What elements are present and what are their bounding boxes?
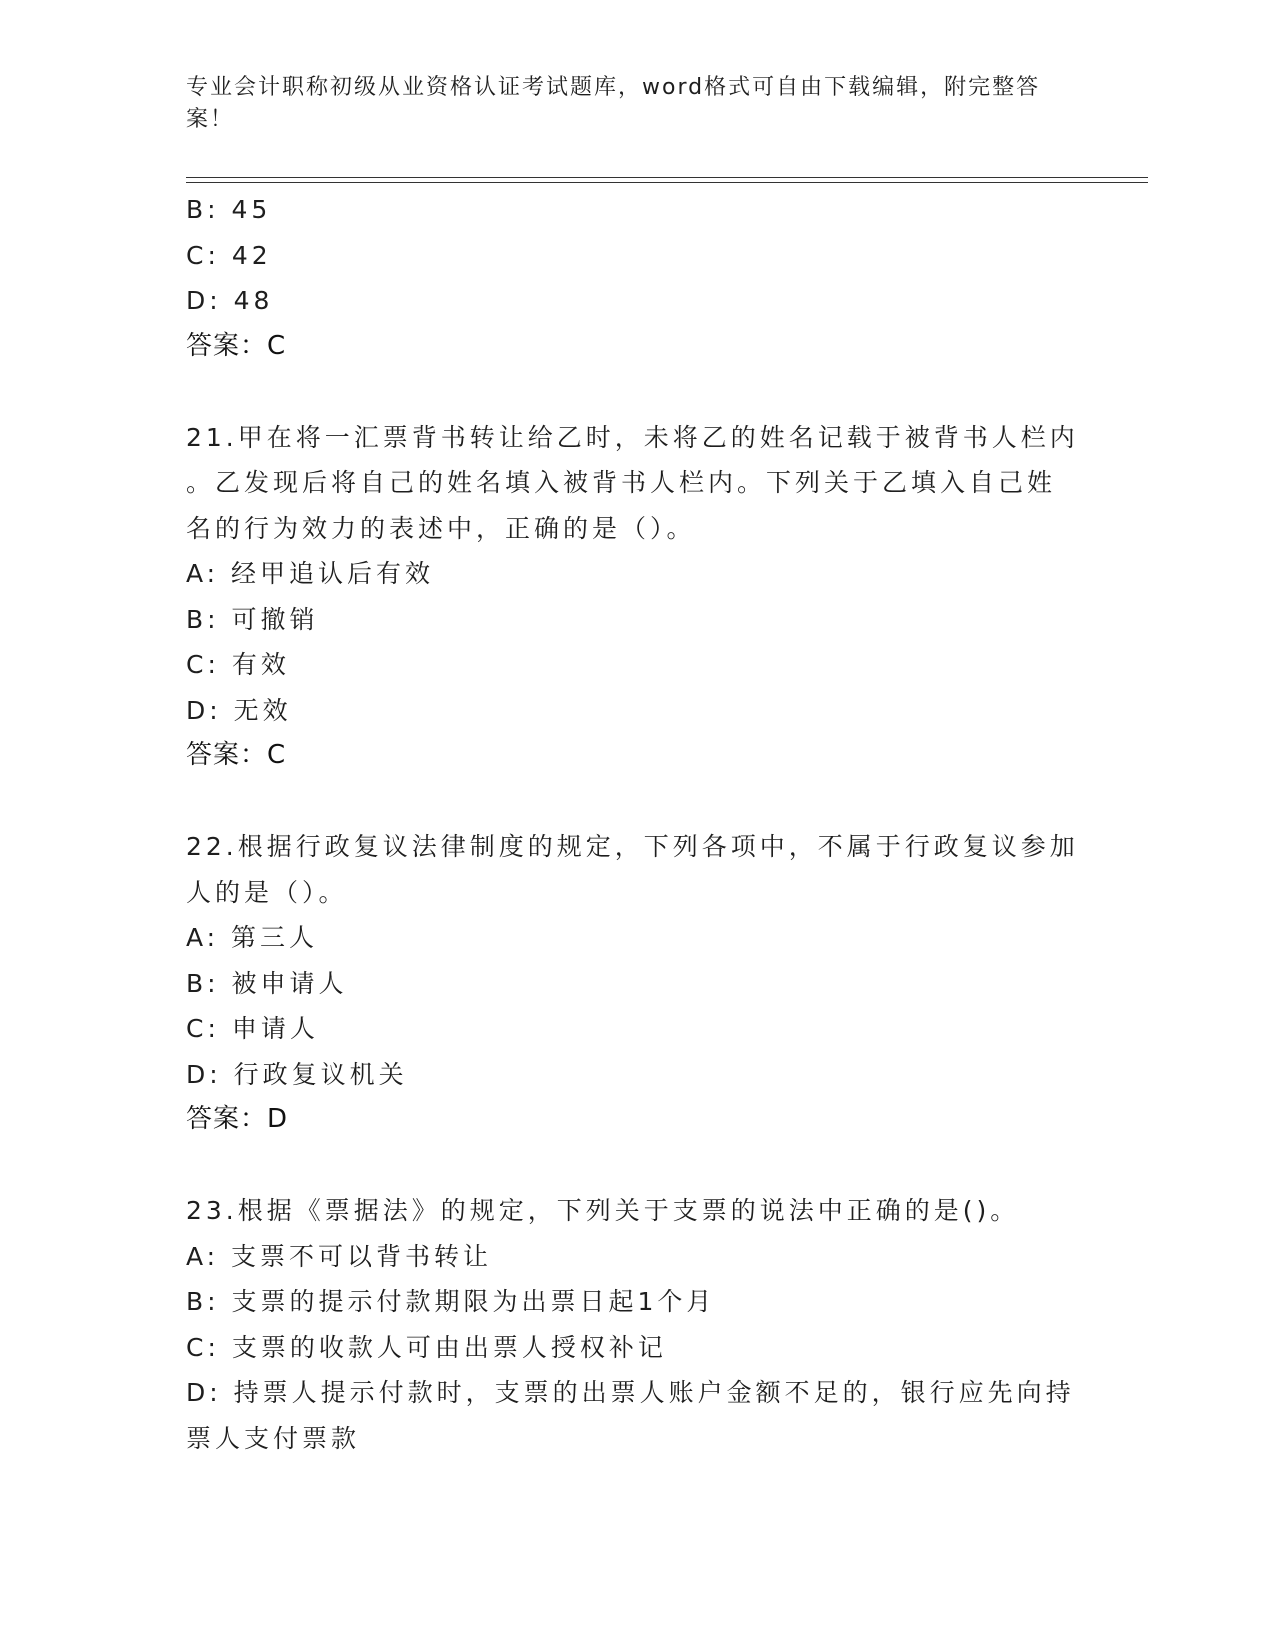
option-d: D: 无效 [186, 695, 292, 725]
option-a: A: 支票不可以背书转让 [186, 1241, 493, 1271]
option-c: C: 支票的收款人可由出票人授权补记 [186, 1332, 667, 1362]
question-content [186, 187, 1086, 1461]
option-d: D: 行政复议机关 [186, 1059, 408, 1089]
question-21 [186, 415, 1086, 779]
question-stem-line: 。乙发现后将自己的姓名填入被背书人栏内。下列关于乙填入自己姓 [186, 468, 1057, 497]
spacer [186, 1143, 1086, 1189]
option-b: B: 45 [186, 195, 272, 224]
option-d: D: 持票人提示付款时，支票的出票人账户金额不足的，银行应先向持 [186, 1378, 1075, 1407]
question-stem-line: 21.甲在将一汇票背书转让给乙时，未将乙的姓名记载于被背书人栏内 [186, 422, 1079, 452]
header-divider-top [186, 177, 1148, 178]
option-c: C: 有效 [186, 650, 290, 679]
option-a: A: 经甲追认后有效 [186, 559, 435, 588]
option-b: B: 被申请人 [186, 968, 348, 998]
header-title-line-2: 案！ [186, 107, 235, 132]
option-c: C: 申请人 [186, 1014, 319, 1043]
option-d: D: 48 [186, 286, 274, 315]
option-c: C: 42 [186, 240, 272, 270]
question-stem-line: 人的是（）。 [186, 877, 348, 907]
question-22 [186, 824, 1086, 1143]
option-b: B: 支票的提示付款期限为出票日起1个月 [186, 1287, 716, 1316]
answer-line: 答案：C [186, 330, 287, 361]
answer-line: 答案：D [186, 1104, 289, 1134]
option-d-continued: 票人支付票款 [186, 1423, 361, 1453]
spacer [186, 369, 1086, 415]
question-stem-line: 名的行为效力的表述中，正确的是（）。 [186, 513, 696, 543]
header-title-line-1: 专业会计职称初级从业资格认证考试题库，word格式可自由下载编辑，附完整答 [186, 75, 1041, 100]
option-a: A: 第三人 [186, 923, 319, 952]
question-stem-line: 23.根据《票据法》的规定，下列关于支票的说法中正确的是()。 [186, 1196, 1020, 1225]
spacer [186, 779, 1086, 825]
question-23 [186, 1188, 1086, 1461]
option-b: B: 可撤销 [186, 604, 319, 634]
header-divider-bottom [186, 182, 1148, 183]
answer-line: 答案：C [186, 740, 287, 770]
question-stem-line: 22.根据行政复议法律制度的规定，下列各项中，不属于行政复议参加 [186, 832, 1079, 861]
question-20 [186, 187, 1086, 369]
document-header [186, 72, 1066, 136]
